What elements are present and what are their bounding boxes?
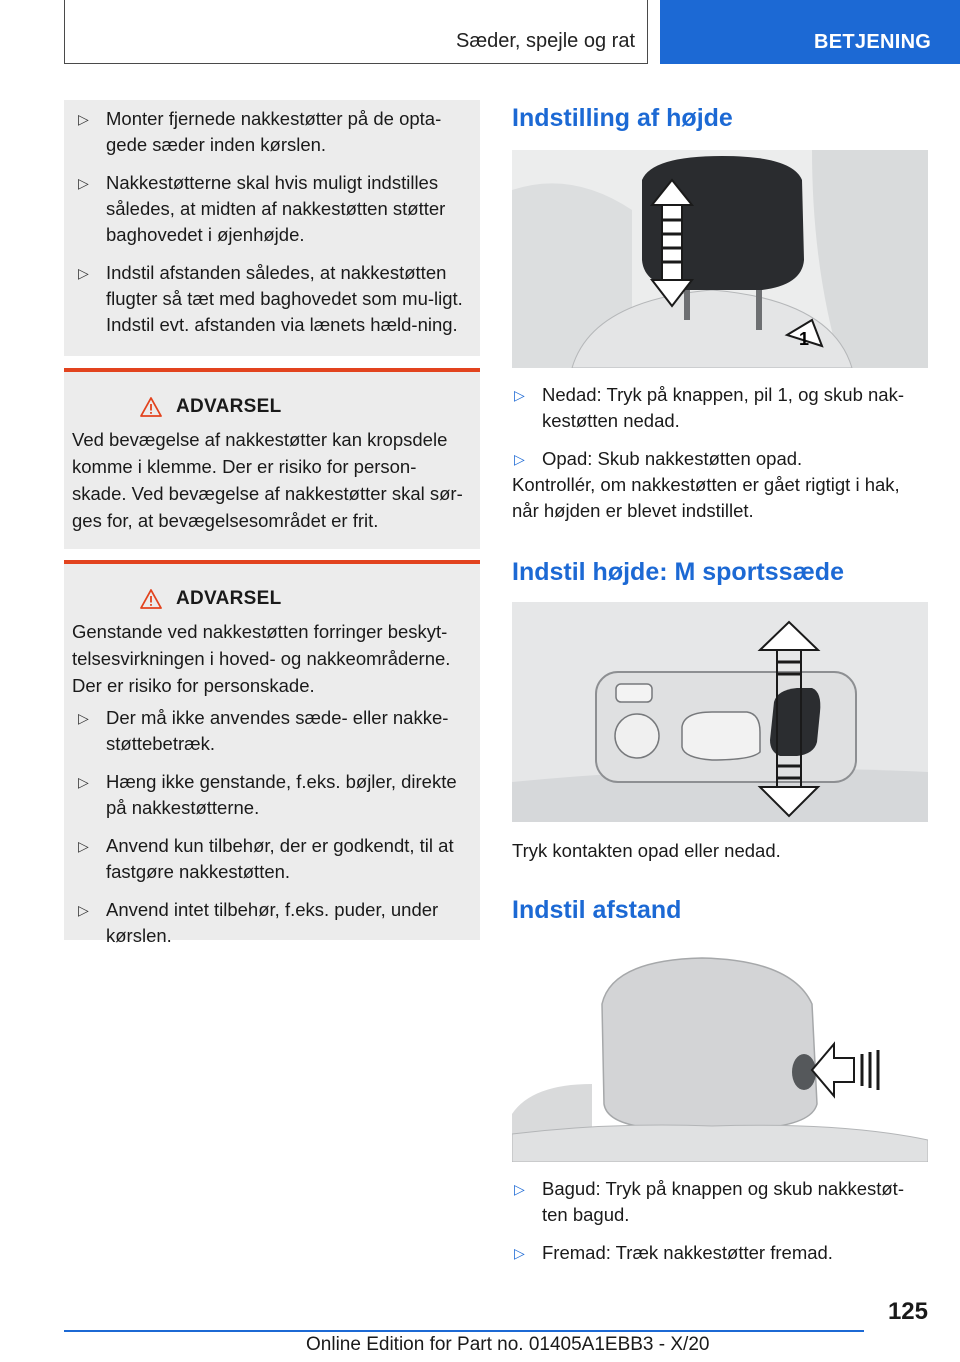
list-item-text: Opad: Skub nakkestøtten opad.	[542, 448, 803, 469]
list-item-text: Bagud: Tryk på knappen og skub nakkestøt-ten bagud.	[542, 1178, 904, 1225]
sport-seat-switch-illustration	[512, 602, 928, 822]
warning-text: Ved bevægelse af nakkestøtter kan kropsdele komme i klemme. Der er risiko for person-skade. Ved bevægelse af nakkestøtter skal sør-ges for, at bevægelsesområdet er frit.	[72, 429, 463, 531]
height-steps-list	[512, 382, 928, 484]
warning-list	[64, 705, 480, 949]
bullet-triangle-icon: ▷	[514, 1181, 525, 1197]
list-item	[512, 382, 928, 434]
bullet-triangle-icon: ▷	[78, 902, 89, 918]
footer-divider	[64, 1330, 864, 1332]
list-item	[512, 446, 928, 472]
section-heading-distance: Indstil afstand	[512, 896, 682, 924]
list-item	[512, 1240, 928, 1266]
list-item-text: Nedad: Tryk på knappen, pil 1, og skub nak-kestøtten nedad.	[542, 384, 904, 431]
warning-title: ADVARSEL	[176, 396, 282, 417]
bullet-triangle-icon: ▷	[78, 838, 89, 854]
sport-seat-switch-drawing	[512, 602, 928, 822]
warning-triangle-icon	[140, 589, 162, 609]
header-chapter-tab[interactable]	[660, 0, 960, 64]
section-heading-height: Indstilling af højde	[512, 104, 733, 132]
headrest-height-illustration	[512, 150, 928, 368]
bullet-triangle-icon: ▷	[78, 111, 89, 127]
warning-box-1	[64, 368, 480, 549]
distance-steps-list	[512, 1176, 928, 1278]
list-item	[64, 106, 480, 158]
list-item	[64, 705, 480, 757]
bullet-triangle-icon: ▷	[78, 175, 89, 191]
warning-triangle-icon	[140, 397, 162, 417]
body-text: Kontrollér, om nakkestøtten er gået rigtigt i hak, når højden er blevet indstillet.	[512, 474, 900, 521]
headrest-distance-drawing	[512, 944, 928, 1162]
headrest-distance-illustration	[512, 944, 928, 1162]
body-text: Tryk kontakten opad eller nedad.	[512, 840, 781, 861]
list-item-text: Anvend kun tilbehør, der er godkendt, til at fastgøre nakkestøtten.	[106, 835, 454, 882]
bullet-triangle-icon: ▷	[78, 774, 89, 790]
headrest-height-drawing	[512, 150, 928, 368]
list-item	[64, 769, 480, 821]
list-item-text: Nakkestøtterne skal hvis muligt indstilles således, at midten af nakkestøtten støtter baghovedet i øjenhøjde.	[106, 172, 446, 245]
list-item-text: Der må ikke anvendes sæde- eller nakke-støttebetræk.	[106, 707, 449, 754]
warning-box-2	[64, 560, 480, 946]
callout-number: 1	[799, 329, 810, 349]
footer-edition-link[interactable]: Online Edition for Part no. 01405A1EBB3 - X/20	[306, 1334, 710, 1355]
section-title: Sæder, spejle og rat	[456, 30, 635, 52]
bullet-triangle-icon: ▷	[514, 387, 525, 403]
page-number: 125	[887, 1298, 928, 1325]
bullet-triangle-icon: ▷	[78, 710, 89, 726]
instruction-list	[64, 100, 480, 338]
chapter-title: BETJENING	[814, 31, 932, 53]
bullet-triangle-icon: ▷	[78, 265, 89, 281]
list-item	[64, 833, 480, 885]
list-item	[64, 897, 480, 949]
warning-heading	[64, 372, 480, 420]
list-item-text: Fremad: Træk nakkestøtter fremad.	[542, 1242, 833, 1263]
list-item	[512, 1176, 928, 1228]
header-section-box	[64, 0, 648, 64]
list-item-text: Hæng ikke genstande, f.eks. bøjler, direkte på nakkestøtterne.	[106, 771, 457, 818]
bullet-triangle-icon: ▷	[514, 1245, 525, 1261]
bullet-triangle-icon: ▷	[514, 451, 525, 467]
section-heading-sport-seat: Indstil højde: M sportssæde	[512, 558, 844, 586]
list-item	[64, 260, 480, 338]
list-item-text: Anvend intet tilbehør, f.eks. puder, under kørslen.	[106, 899, 439, 946]
warning-text: Genstande ved nakkestøtten forringer beskyt-telsesvirkningen i hoved- og nakkeområderne. Der er risiko for personskade.	[72, 621, 451, 696]
warning-title: ADVARSEL	[176, 588, 282, 609]
warning-heading	[64, 564, 480, 612]
list-item-text: Monter fjernede nakkestøtter på de opta-gede sæder inden kørslen.	[106, 108, 442, 155]
list-item	[64, 170, 480, 248]
instruction-box	[64, 100, 480, 356]
list-item-text: Indstil afstanden således, at nakkestøtten flugter så tæt med baghovedet som mu-ligt. Indstil evt. afstanden via lænets hæld-ning.	[106, 262, 463, 335]
